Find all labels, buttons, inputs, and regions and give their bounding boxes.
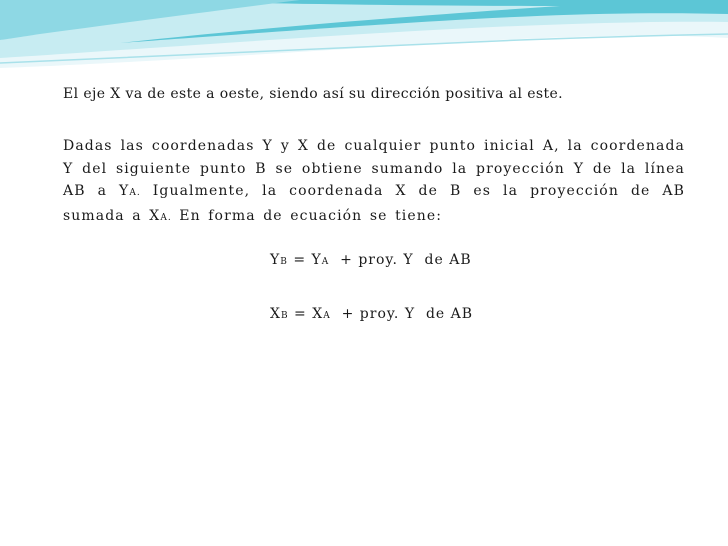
intro-paragraph: El eje X va de este a oeste, siendo así su dirección positiva al este. (63, 86, 564, 102)
subscript-a-2: A. (160, 212, 172, 223)
eq-x-rest: + proy. Y de AB (330, 306, 474, 322)
body-text-end: En forma de ecuación se tiene: (171, 207, 443, 224)
header-wave-decoration (0, 0, 728, 80)
eq-y-lhs-sub: B (280, 257, 288, 267)
body-paragraph (63, 135, 685, 229)
body-text-main: Dadas las coordenadas Y y X de cualquier punto inicial A, la coordenada Y del siguiente punto B se obtiene sumando la proyección Y de la línea AB a Y (63, 138, 685, 199)
subscript-a-1: A. (129, 188, 141, 198)
eq-y-rhs-sub: A (321, 257, 330, 267)
eq-x-rhs: X (312, 306, 324, 322)
eq-y-equals: = (287, 252, 312, 268)
eq-x-lhs-sub: B (280, 311, 289, 321)
eq-x-lhs: X (270, 306, 281, 322)
body-text-mid: Igualmente, la coordenada X de B es la proyección de AB sumada a X (63, 183, 685, 224)
eq-x-rhs-sub: A (323, 311, 331, 321)
eq-x-equals: = (288, 306, 313, 322)
eq-y-rest: + proy. Y de AB (329, 252, 472, 268)
slide-content (63, 80, 685, 322)
eq-y-lhs: Y (270, 252, 281, 268)
eq-y-rhs: Y (311, 252, 322, 268)
equation-x (270, 306, 473, 322)
equation-y (270, 252, 472, 268)
